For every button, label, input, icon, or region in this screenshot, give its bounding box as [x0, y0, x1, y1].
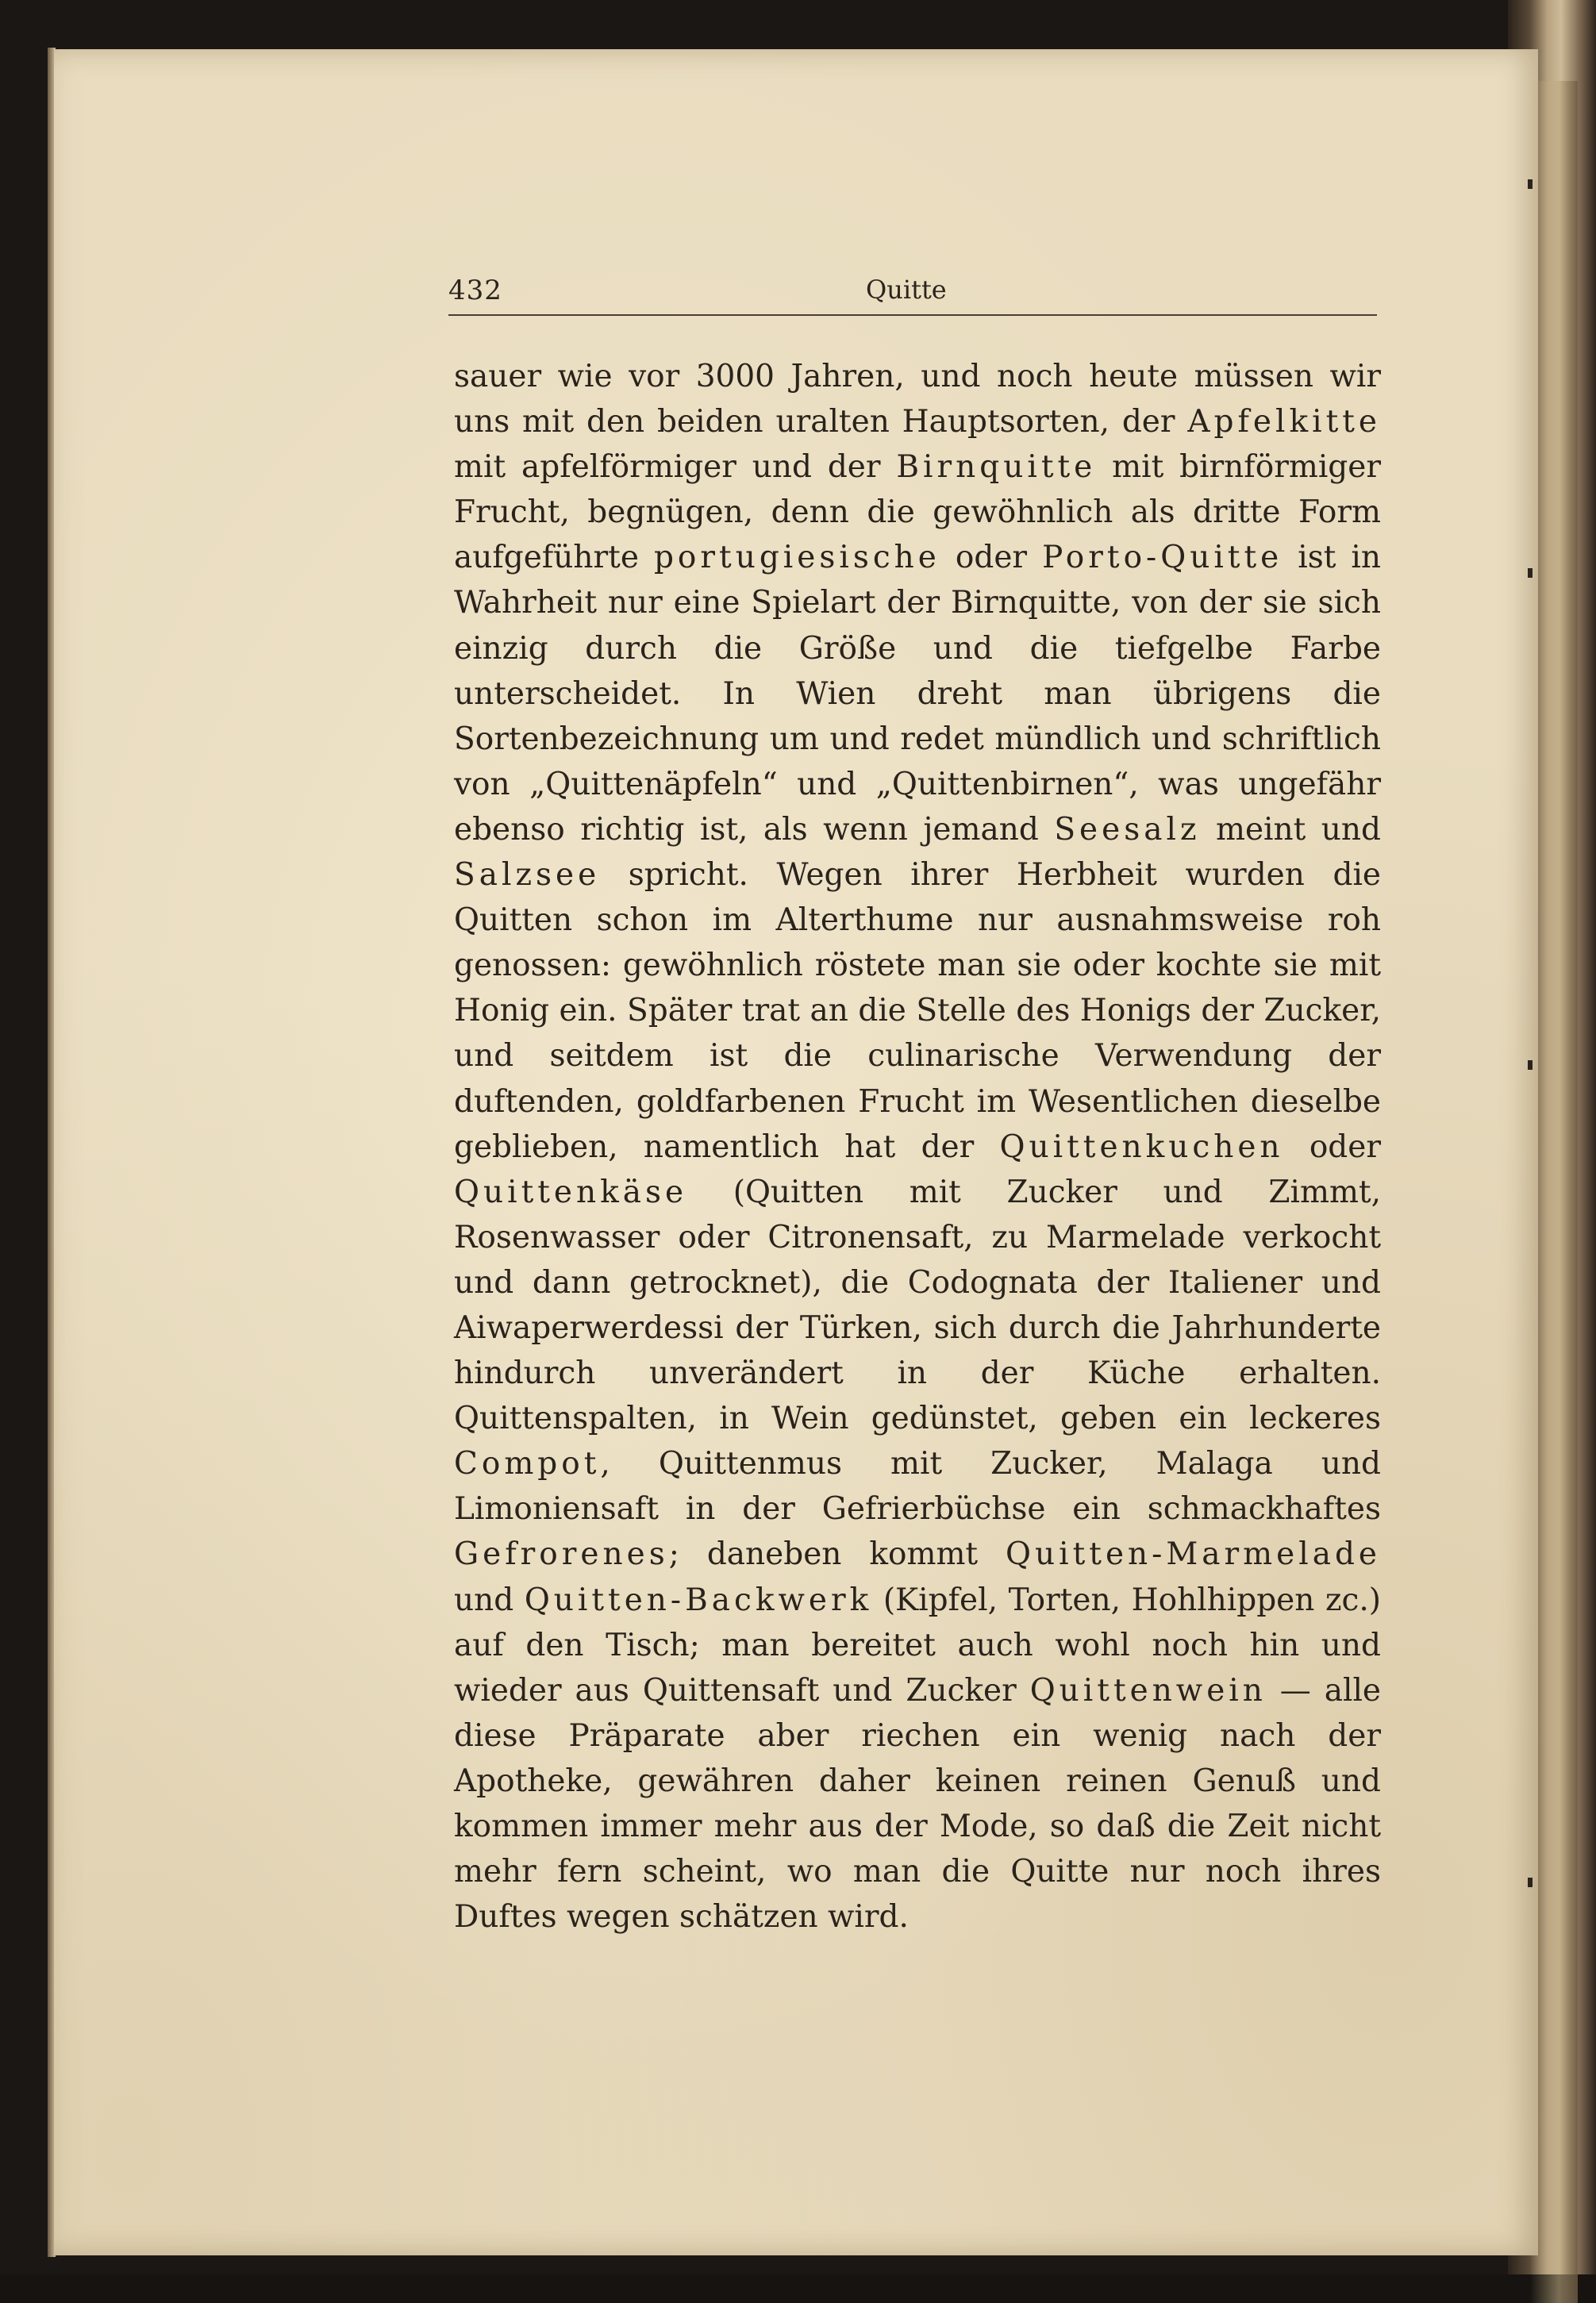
spaced-term: Seesalz — [1054, 811, 1201, 848]
text-segment: oder — [940, 540, 1043, 576]
margin-mark — [1528, 1878, 1533, 1887]
text-segment: ; daneben kommt — [668, 1536, 1006, 1573]
text-segment: mit apfelförmiger und der — [454, 449, 897, 486]
spaced-term: Compot — [454, 1446, 601, 1482]
spaced-term: Gefrorenes — [454, 1536, 669, 1573]
page-number: 432 — [448, 275, 502, 306]
page-header — [448, 270, 1377, 316]
margin-mark — [1528, 568, 1533, 578]
text-segment: mit birnförmiger Frucht, begnügen, denn die gewöhnlich als dritte Form aufgeführte — [454, 449, 1381, 576]
spaced-term: Quitten-Backwerk — [524, 1582, 873, 1618]
spaced-term: Birnquitte — [896, 449, 1097, 486]
text-segment: spricht. Wegen ihrer Herbheit wurden die Quitten schon im Alterthume nur ausnahmsweise roh genossen: gewöhnlich röstete man sie oder kochte sie mit Honig ein. Später trat an die Stelle des Honigs der Zucker, und seitdem ist die culinarische Verwendung der duftenden, goldfarbenen Frucht im Wesentlichen dieselbe geblieben, namentlich hat der — [454, 857, 1381, 1165]
running-head: Quitte — [866, 275, 947, 305]
paragraph — [454, 354, 1381, 1940]
spaced-term: Quittenwein — [1029, 1672, 1267, 1709]
spaced-term: Porto-Quitte — [1042, 540, 1283, 576]
text-segment: (Kipfel, Torten, Hohlhippen zc.) auf den Tisch; man bereitet auch wohl noch hin und wieder aus Quittensaft und Zucker — [454, 1582, 1381, 1709]
page-gutter-shadow — [1530, 81, 1578, 2303]
spaced-term: Quittenkäse — [454, 1174, 688, 1210]
text-segment: und — [454, 1582, 525, 1618]
text-segment: ist in Wahrheit nur eine Spielart der Birnquitte, von der sie sich einzig durch die Größe und die tiefgelbe Farbe unterscheidet. In Wien dreht man übrigens die Sortenbezeichnung um und redet mündlich und schriftlich von „Quittenäpfeln“ und „Quittenbirnen“, was ungefähr ebenso richtig ist, als wenn jemand — [454, 540, 1382, 848]
text-segment: oder — [1283, 1128, 1381, 1165]
text-segment: sauer wie vor 3000 Jahren, und noch heute müssen wir uns mit den beiden uralten Hauptsorten, der — [454, 359, 1381, 440]
spaced-term: Apfelkitte — [1187, 404, 1381, 440]
margin-mark — [1528, 179, 1533, 189]
text-segment: , Quittenmus mit Zucker, Malaga und Limoniensaft in der Gefrierbüchse ein schmackhaftes — [454, 1446, 1381, 1528]
body-text — [454, 354, 1381, 1940]
spaced-term: portugiesische — [653, 540, 940, 576]
margin-mark — [1528, 1060, 1533, 1070]
spaced-term: Quittenkuchen — [999, 1128, 1284, 1165]
text-segment: — alle diese Präparate aber riechen ein wenig nach der Apotheke, gewähren daher keinen reinen Genuß und kommen immer mehr aus der Mode, so daß die Zeit nicht mehr fern scheint, wo man die Quitte nur noch ihres Duftes wegen schätzen wird. — [454, 1672, 1381, 1936]
text-segment: (Quitten mit Zucker und Zimmt, Rosenwasser oder Citronensaft, zu Marmelade verkocht und dann getrocknet), die Codognata der Italiener und Aiwaperwerdessi der Türken, sich durch die Jahrhunderte hindurch unverändert in der Küche erhalten. Quittenspalten, in Wein gedünstet, geben ein leckeres — [454, 1174, 1381, 1437]
spaced-term: Salzsee — [454, 857, 601, 894]
text-segment: meint und — [1200, 811, 1381, 848]
spaced-term: Quitten-Marmelade — [1006, 1536, 1381, 1573]
